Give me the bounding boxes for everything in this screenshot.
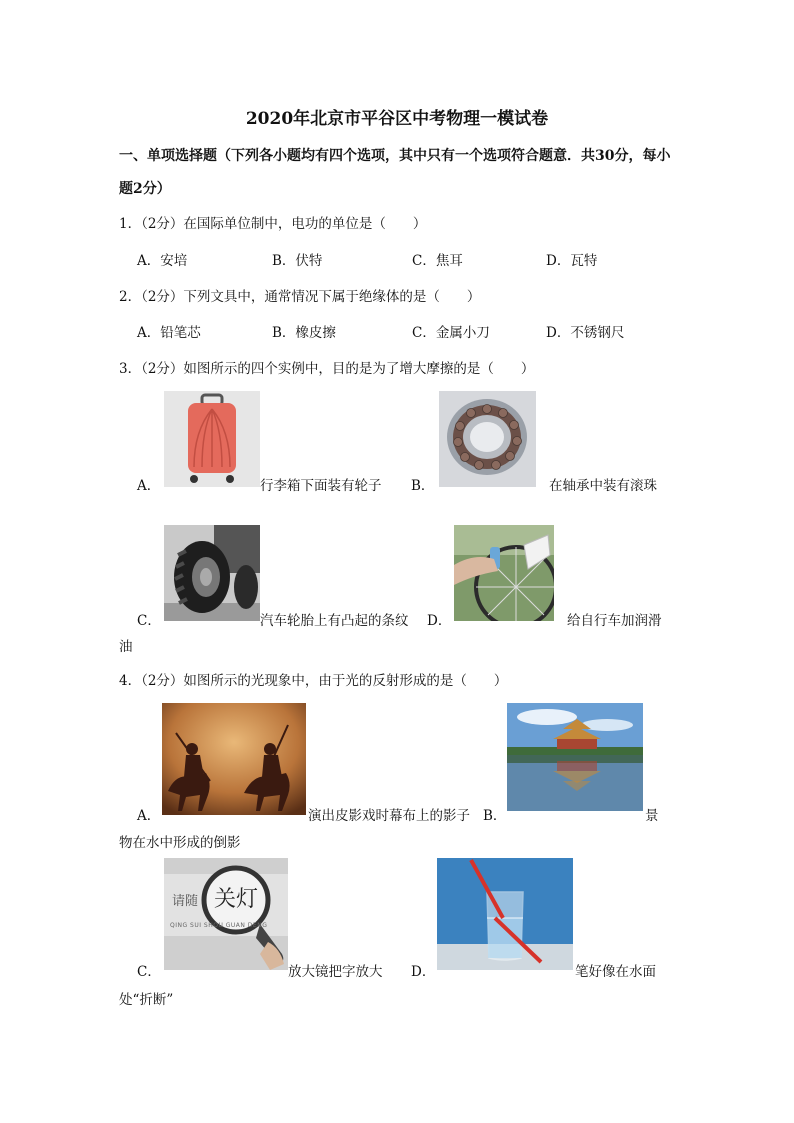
sign-text-small: 请随 bbox=[172, 894, 199, 909]
tractor-tire-image bbox=[164, 525, 260, 621]
q1-option-c: C．焦耳 bbox=[412, 253, 463, 269]
q3-option-c-letter: C． bbox=[137, 613, 161, 629]
sign-pinyin: QING SUI SHOU GUAN DENG bbox=[170, 922, 268, 929]
suitcase-image bbox=[164, 391, 260, 487]
q2-option-b: B．橡皮擦 bbox=[272, 325, 336, 341]
bicycle-oiling-image bbox=[454, 525, 554, 621]
q3-option-a-letter: A． bbox=[137, 478, 161, 494]
page-title: 2020年北京市平谷区中考物理一模试卷 bbox=[245, 109, 549, 129]
q3-option-b-letter: B． bbox=[411, 478, 435, 494]
q4-option-b-letter: B． bbox=[483, 808, 507, 824]
q1-option-a: A．安培 bbox=[137, 253, 188, 269]
section-heading-line2: 题2分） bbox=[119, 181, 171, 197]
question-3-stem: 3．（2分）如图所示的四个实例中，目的是为了增大摩擦的是（ ） bbox=[119, 361, 535, 377]
q4-option-d-text: 笔好像在水面 bbox=[575, 964, 656, 980]
q2-option-d: D．不锈钢尺 bbox=[546, 325, 625, 341]
q3-option-d-continuation: 油 bbox=[119, 639, 133, 655]
sign-text-magnified: 关灯 bbox=[214, 887, 259, 912]
bent-pencil-image bbox=[437, 858, 573, 970]
question-1-stem: 1．（2分）在国际单位制中，电功的单位是（ ） bbox=[119, 216, 427, 232]
q1-option-d: D．瓦特 bbox=[546, 253, 598, 269]
ball-bearing-image bbox=[439, 391, 536, 487]
q3-option-b-text: 在轴承中装有滚珠 bbox=[549, 478, 657, 494]
q3-option-c-text: 汽车轮胎上有凸起的条纹 bbox=[260, 613, 409, 629]
q4-option-b-text: 景 bbox=[645, 808, 659, 824]
q1-option-b: B．伏特 bbox=[272, 253, 323, 269]
q4-option-d-letter: D． bbox=[411, 964, 436, 980]
q4-option-a-letter: A． bbox=[137, 808, 161, 824]
q4-option-b-continuation: 物在水中形成的倒影 bbox=[119, 835, 241, 851]
q2-option-c: C．金属小刀 bbox=[412, 325, 490, 341]
q3-option-d-text: 给自行车加润滑 bbox=[567, 613, 662, 629]
question-2-stem: 2．（2分）下列文具中，通常情况下属于绝缘体的是（ ） bbox=[119, 289, 481, 305]
q4-option-d-continuation: 处“折断” bbox=[119, 992, 174, 1008]
q3-option-a-text: 行李箱下面装有轮子 bbox=[260, 478, 382, 494]
q4-option-a-text: 演出皮影戏时幕布上的影子 bbox=[308, 808, 470, 824]
question-4-stem: 4．（2分）如图所示的光现象中，由于光的反射形成的是（ ） bbox=[119, 673, 508, 689]
magnifier-image bbox=[164, 858, 288, 970]
water-reflection-image bbox=[507, 703, 643, 811]
q4-option-c-text: 放大镜把字放大 bbox=[288, 964, 383, 980]
section-heading-line1: 一、单项选择题（下列各小题均有四个选项，其中只有一个选项符合题意．共30分，每小 bbox=[119, 148, 671, 164]
shadow-puppet-image bbox=[162, 703, 306, 815]
q3-option-d-letter: D． bbox=[427, 613, 452, 629]
q4-option-c-letter: C． bbox=[137, 964, 161, 980]
q2-option-a: A．铅笔芯 bbox=[137, 325, 201, 341]
